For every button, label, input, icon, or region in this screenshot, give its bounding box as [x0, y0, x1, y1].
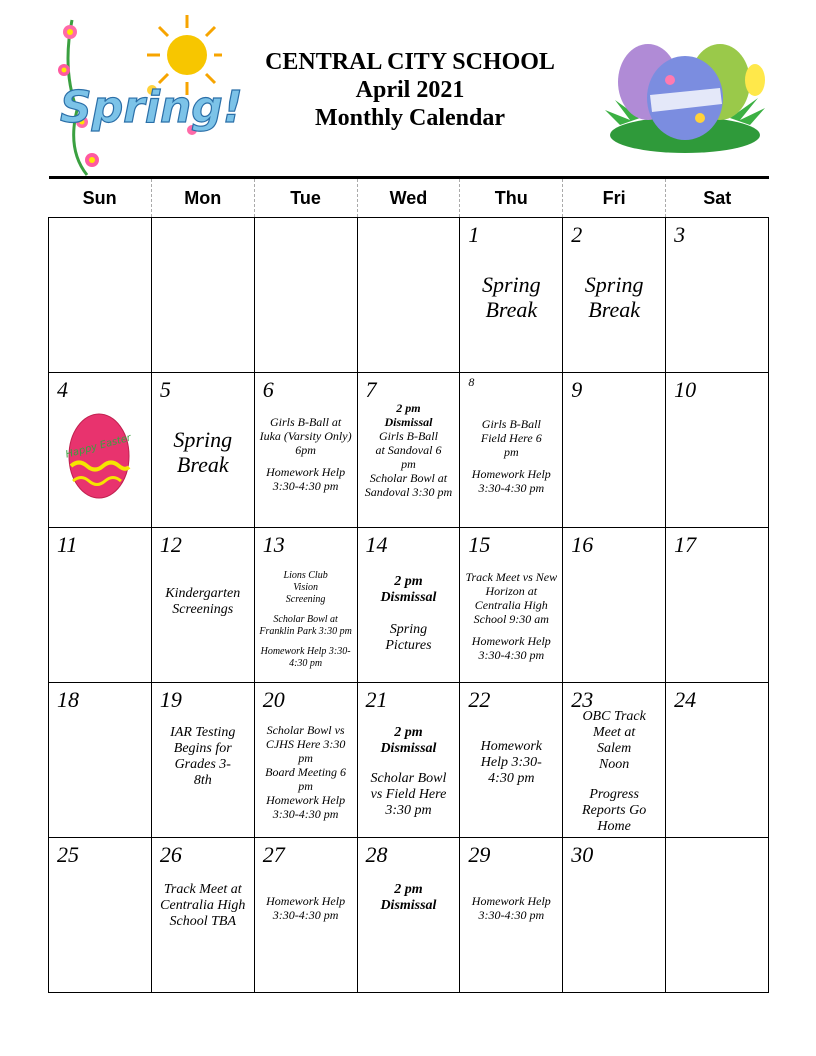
day-cell-4 — [49, 373, 152, 528]
spring-logo-text: Spring! — [60, 82, 243, 133]
easter-eggs-clipart — [600, 40, 770, 155]
day-cell-21 — [357, 683, 460, 838]
event-text: Board Meeting 6 pm — [265, 765, 347, 793]
day-number: 17 — [674, 532, 697, 557]
day-cell-23 — [563, 683, 666, 838]
event-text: 2 pm Dismissal — [380, 882, 437, 913]
event-text: Scholar Bowl vs CJHS Here 3:30 pm — [265, 723, 346, 765]
spring-clipart — [42, 10, 243, 180]
event-text: Spring Break — [173, 427, 233, 477]
day-cell-24 — [666, 683, 769, 838]
event-text: Spring Break — [584, 272, 644, 322]
day-cell-empty — [666, 838, 769, 993]
event-text: Spring Break — [481, 272, 541, 322]
day-cell-8 — [460, 373, 563, 528]
egg-label: Happy Easter — [64, 432, 133, 461]
weekday-header-row — [49, 178, 769, 218]
week-row — [49, 373, 769, 528]
weekday-thu: Thu — [460, 178, 563, 218]
day-cell-15 — [460, 528, 563, 683]
weekday-sun: Sun — [49, 178, 152, 218]
easter-egg-icon — [64, 411, 133, 501]
event-text: OBC Track Meet at Salem Noon — [582, 709, 646, 772]
day-cell-10 — [666, 373, 769, 528]
day-cell-20 — [254, 683, 357, 838]
event-text: Homework Help 3:30-4:30 pm — [471, 467, 551, 495]
event-text: 2 pm Dismissal — [380, 725, 437, 756]
event-text: Homework Help 3:30-4:30 pm — [260, 646, 351, 669]
event-text: Homework Help 3:30-4:30 pm — [480, 739, 543, 786]
day-cell-25 — [49, 838, 152, 993]
event-text: Homework Help 3:30-4:30 pm — [266, 793, 346, 821]
day-number: 26 — [159, 842, 182, 867]
week-row — [49, 528, 769, 683]
day-cell-1 — [460, 218, 563, 373]
day-number: 5 — [159, 377, 171, 402]
week-row — [49, 838, 769, 993]
day-number: 7 — [365, 377, 377, 402]
day-number: 19 — [159, 687, 182, 712]
event-text: Track Meet vs New Horizon at Centralia High School 9:30 am — [465, 570, 558, 626]
day-number: 9 — [571, 377, 583, 402]
day-cell-17 — [666, 528, 769, 683]
event-text: Scholar Bowl at Franklin Park 3:30 pm — [259, 614, 352, 637]
event-text: Homework Help 3:30-4:30 pm — [266, 894, 346, 922]
day-number: 10 — [674, 377, 697, 402]
day-cell-28 — [357, 838, 460, 993]
day-number: 4 — [57, 377, 68, 402]
event-text: Girls B-Ball at Iuka (Varsity Only) 6pm — [259, 415, 352, 457]
day-number: 25 — [57, 842, 79, 867]
event-text: Lions Club Vision Screening — [283, 570, 328, 605]
weekday-fri: Fri — [563, 178, 666, 218]
day-cell-18 — [49, 683, 152, 838]
day-cell-7 — [357, 373, 460, 528]
day-number: 8 — [468, 375, 475, 389]
day-cell-6 — [254, 373, 357, 528]
event-text: 2 pm Dismissal — [384, 401, 433, 429]
event-text: Homework Help 3:30-4:30 pm — [471, 894, 551, 922]
day-number: 3 — [674, 222, 686, 247]
day-number: 1 — [468, 222, 480, 247]
calendar-header — [230, 48, 590, 132]
calendar-subtitle: Monthly Calendar — [314, 105, 505, 131]
day-number: 24 — [674, 687, 697, 712]
day-number: 20 — [262, 687, 285, 712]
day-cell-16 — [563, 528, 666, 683]
day-number: 27 — [262, 842, 285, 867]
day-cell-11 — [49, 528, 152, 683]
day-cell-19 — [151, 683, 254, 838]
day-number: 11 — [57, 532, 78, 557]
day-cell-12 — [151, 528, 254, 683]
day-cell-2 — [563, 218, 666, 373]
day-cell-29 — [460, 838, 563, 993]
day-number: 28 — [365, 842, 388, 867]
day-number: 13 — [262, 532, 285, 557]
day-cell-13 — [254, 528, 357, 683]
event-text: Scholar Bowl at Sandoval 3:30 pm — [364, 471, 453, 499]
day-number: 12 — [159, 532, 182, 557]
day-number: 6 — [262, 377, 274, 402]
day-cell-3 — [666, 218, 769, 373]
weekday-tue: Tue — [254, 178, 357, 218]
day-number: 29 — [468, 842, 491, 867]
day-number: 2 — [571, 222, 583, 247]
day-cell-empty — [151, 218, 254, 373]
day-number: 22 — [468, 687, 491, 712]
day-cell-9 — [563, 373, 666, 528]
day-cell-empty — [254, 218, 357, 373]
event-text: IAR Testing Begins for Grades 3-8th — [170, 725, 236, 788]
month-label: April 2021 — [355, 77, 465, 103]
event-text: Kindergarten Screenings — [165, 586, 241, 617]
weekday-sat: Sat — [666, 178, 769, 218]
day-number: 14 — [365, 532, 388, 557]
week-row — [49, 218, 769, 373]
day-number: 23 — [571, 687, 594, 712]
weekday-wed: Wed — [357, 178, 460, 218]
event-text: Scholar Bowl vs Field Here 3:30 pm — [370, 771, 447, 818]
day-cell-empty — [357, 218, 460, 373]
event-text: Track Meet at Centralia High School TBA — [160, 882, 246, 929]
event-text: Homework Help 3:30-4:30 pm — [471, 634, 551, 662]
day-number: 18 — [57, 687, 79, 712]
event-text: 2 pm Dismissal — [380, 574, 437, 605]
day-cell-27 — [254, 838, 357, 993]
event-text: Girls B-Ball at Sandoval 6 pm — [375, 429, 442, 471]
day-cell-14 — [357, 528, 460, 683]
school-name: CENTRAL CITY SCHOOL — [265, 49, 555, 75]
event-text: Homework Help 3:30-4:30 pm — [266, 465, 346, 493]
day-number: 21 — [365, 687, 388, 712]
event-text: Spring Pictures — [385, 622, 432, 653]
day-number: 16 — [571, 532, 594, 557]
event-text: Progress Reports Go Home — [582, 787, 647, 834]
day-cell-30 — [563, 838, 666, 993]
weekday-mon: Mon — [151, 178, 254, 218]
calendar-grid — [48, 176, 769, 993]
day-number: 15 — [468, 532, 491, 557]
day-number: 30 — [571, 842, 594, 867]
day-cell-5 — [151, 373, 254, 528]
day-cell-26 — [151, 838, 254, 993]
day-cell-empty — [49, 218, 152, 373]
event-text: Girls B-Ball Field Here 6 pm — [480, 417, 542, 459]
week-row — [49, 683, 769, 838]
day-cell-22 — [460, 683, 563, 838]
